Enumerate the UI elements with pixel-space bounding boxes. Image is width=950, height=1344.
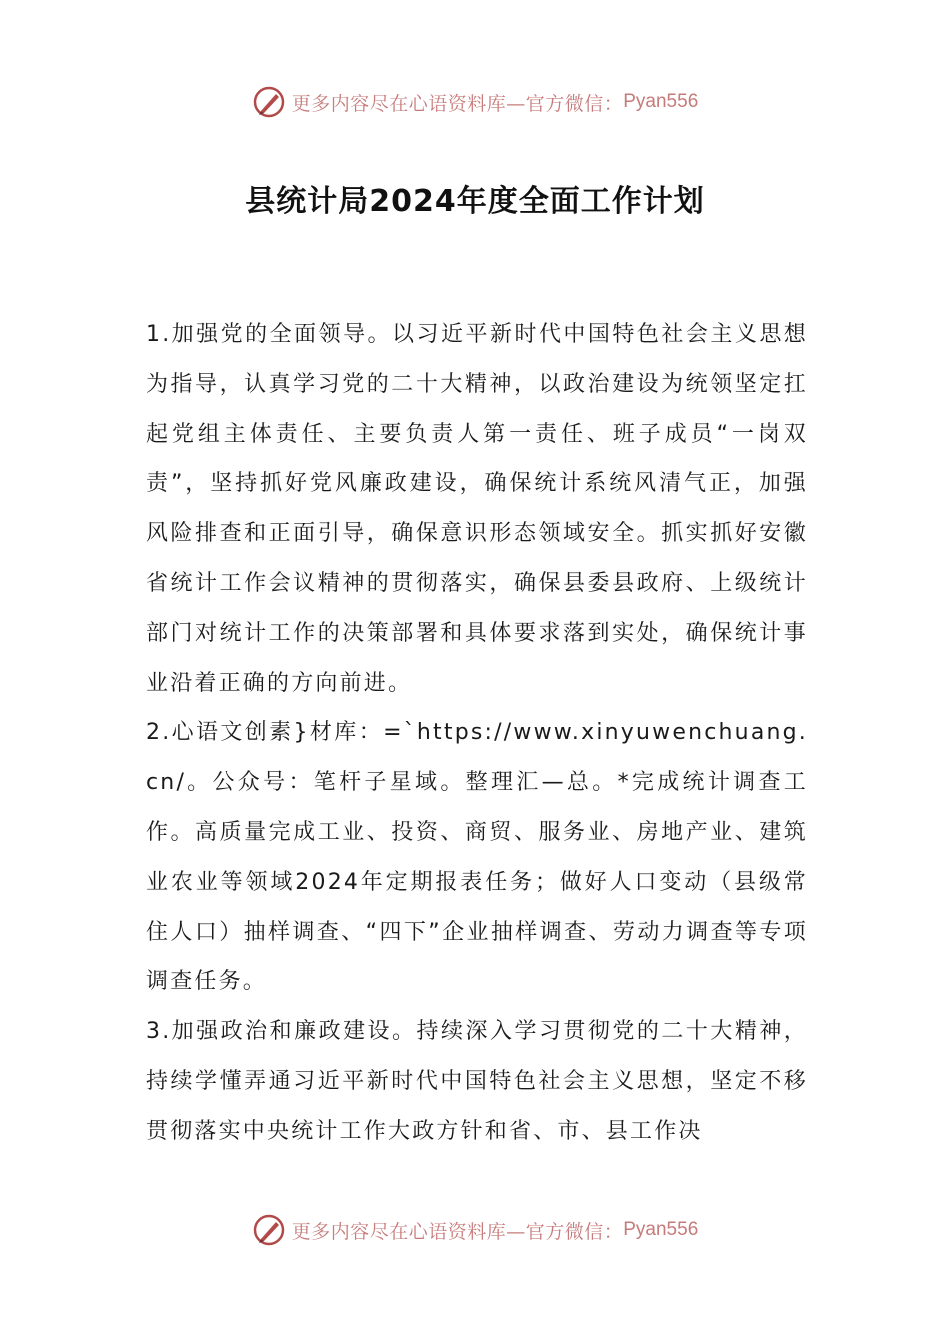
paragraph-1: 1.加强党的全面领导。以习近平新时代中国特色社会主义思想为指导，认真学习党的二十大精神，以政治建设为统领坚定扛起党组主体责任、主要负责人第一责任、班子成员“一岗双责”，坚持抓好党风廉政建设，确保统计系统风清气正，加强风险排查和正面引导，确保意识形态领域安全。抓实抓好安徽省统计工作会议精神的贯彻落实，确保县委县政府、上级统计部门对统计工作的决策部署和具体要求落到实处，确保统计事业沿着正确的方向前进。 — [146, 322, 808, 696]
banner-text: 更多内容尽在心语资料库—官方微信： — [291, 1220, 624, 1243]
paragraph-3: 3.加强政治和廉政建设。持续深入学习贯彻党的二十大精神，持续学懂弄通习近平新时代中国特色社会主义思想，坚定不移贯彻落实中央统计工作大政方针和省、市、县工作决 — [146, 1019, 808, 1144]
pen-logo-icon — [252, 85, 286, 119]
banner-wechat-id: Pyan556 — [623, 91, 699, 112]
banner-text: 更多内容尽在心语资料库—官方微信： — [291, 92, 624, 115]
banner-wechat-id: Pyan556 — [623, 1219, 699, 1240]
footer-banner — [0, 1210, 950, 1250]
pen-logo-icon — [252, 1213, 286, 1247]
header-banner — [0, 82, 950, 122]
document-title: 县统计局2024年度全面工作计划 — [245, 184, 705, 219]
paragraph-2: 2.心语文创素}材库：=`https://www.xinyuwenchuang.cn/。公众号：笔杆子星域。整理汇—总。*完成统计调查工作。高质量完成工业、投资、商贸、服务业、房地产业、建筑业农业等领域2024年定期报表任务；做好人口变动（县级常住人口）抽样调查、“四下”企业抽样调查、劳动力调查等专项调查任务。 — [146, 720, 808, 995]
document-body — [146, 310, 808, 1157]
